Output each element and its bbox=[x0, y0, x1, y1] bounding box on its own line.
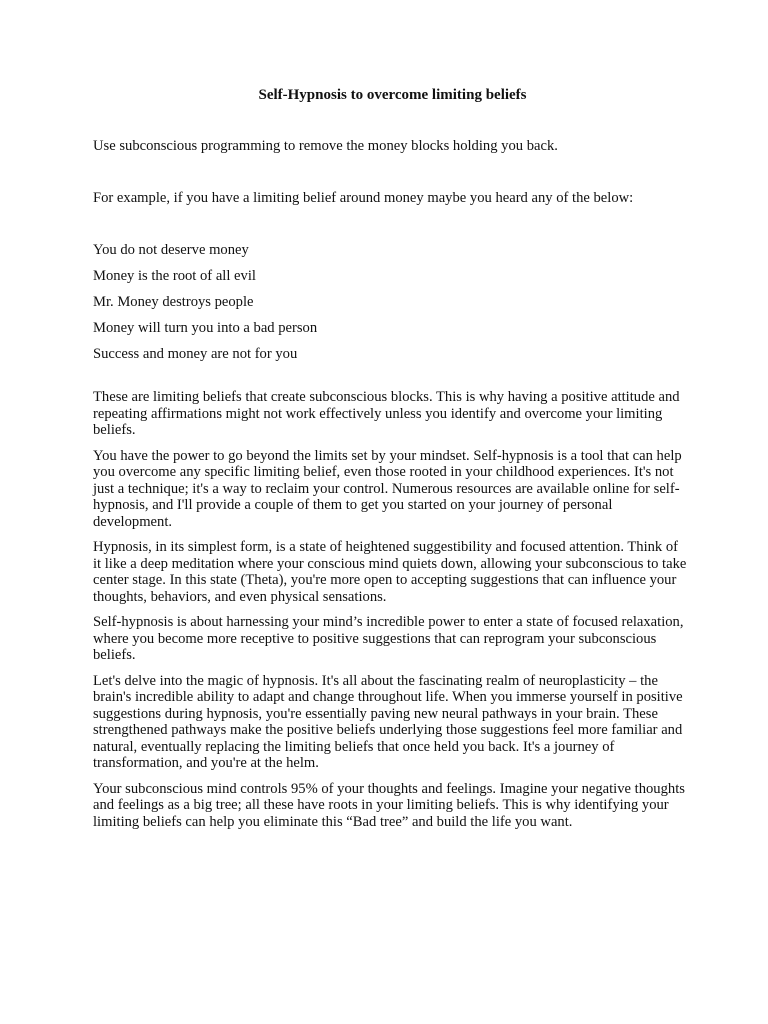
belief-item: Money will turn you into a bad person bbox=[93, 320, 318, 336]
belief-item: Money is the root of all evil bbox=[93, 268, 256, 284]
intro-line-2: For example, if you have a limiting belief around money maybe you heard any of the below: bbox=[93, 190, 634, 206]
belief-item: You do not deserve money bbox=[93, 242, 249, 258]
body-paragraph: You have the power to go beyond the limits set by your mindset. Self-hypnosis is a tool that can help you overcome any specific limiting belief, even those rooted in your childhood experiences. It's not just a technique; it's a way to reclaim your control. Numerous resources are available online for self-hypnosis, and I'll provide a couple of them to get you started on your journey of personal development. bbox=[93, 447, 682, 530]
body-paragraphs bbox=[93, 389, 688, 830]
belief-item: Success and money are not for you bbox=[93, 346, 298, 362]
limiting-beliefs-list bbox=[93, 242, 688, 363]
body-paragraph: Your subconscious mind controls 95% of your thoughts and feelings. Imagine your negative thoughts and feelings as a big tree; all these have roots in your limiting beliefs. This is why identifying your limiting beliefs can help you eliminate this “Bad tree” and build the life you want. bbox=[93, 780, 685, 830]
body-paragraph: Let's delve into the magic of hypnosis. It's all about the fascinating realm of neuroplasticity – the brain's incredible ability to adapt and change throughout life. When you immerse yourself in positive suggestions during hypnosis, you're essentially paving new neural pathways in your brain. These strengthened pathways make the positive beliefs underlying those suggestions feel more familiar and natural, eventually replacing the limiting beliefs that once held you back. It's a journey of transformation, and you're at the helm. bbox=[93, 672, 683, 771]
page-title: Self-Hypnosis to overcome limiting beliefs bbox=[258, 87, 527, 103]
body-paragraph: Self-hypnosis is about harnessing your mind’s incredible power to enter a state of focused relaxation, where you become more receptive to positive suggestions that can reprogram your subconscious beliefs. bbox=[93, 614, 684, 663]
belief-item: Mr. Money destroys people bbox=[93, 294, 254, 310]
intro-line-1: Use subconscious programming to remove the money blocks holding you back. bbox=[93, 138, 558, 154]
body-paragraph: Hypnosis, in its simplest form, is a state of heightened suggestibility and focused attention. Think of it like a deep meditation where your conscious mind quiets down, allowing your subconscious to take center stage. In this state (Theta), you're more open to accepting suggestions that can influence your thoughts, behaviors, and even physical sensations. bbox=[93, 539, 687, 605]
body-paragraph: These are limiting beliefs that create subconscious blocks. This is why having a positive attitude and repeating affirmations might not work effectively unless you identify and overcome your limiting beliefs. bbox=[93, 389, 680, 438]
